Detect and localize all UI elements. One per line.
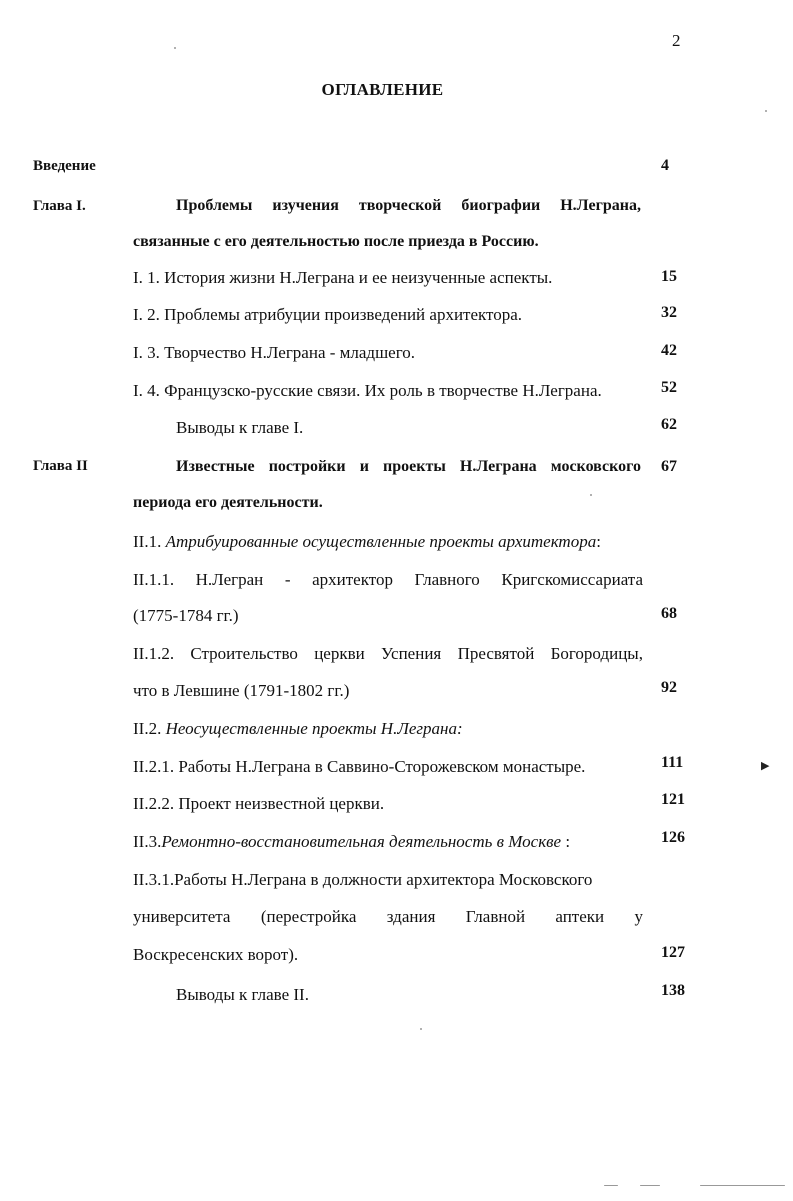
chapter2-title-word: Известные xyxy=(176,458,255,475)
chapter1-conclusion-page: 62 xyxy=(661,416,677,433)
toc-entry-2-1-2-line1 xyxy=(133,645,643,662)
toc-entry-2-3-prefix: II.3. xyxy=(133,832,162,851)
chapter2-title-word: проекты xyxy=(383,458,446,475)
chapter1-title-line1 xyxy=(176,198,641,214)
chapter2-conclusion: Выводы к главе II. xyxy=(176,985,309,1004)
toc-page-1-1: 15 xyxy=(661,268,677,285)
toc-entry-2-3 xyxy=(133,833,570,850)
chapter2-title-word: и xyxy=(359,458,369,475)
chapter1-title-word: биографии xyxy=(461,197,541,214)
chapter2-title-line2: периода его деятельности. xyxy=(133,494,323,511)
toc-page-2-3-1: 127 xyxy=(661,944,685,961)
toc-word: Богородицы, xyxy=(550,644,643,663)
page-number: 2 xyxy=(672,31,681,50)
toc-page-2-1-2: 92 xyxy=(661,679,677,696)
toc-entry-2-2-title: Неосуществленные проекты Н.Леграна: xyxy=(165,719,463,738)
toc-page-2-2-1: 111 xyxy=(661,754,684,771)
toc-entry-2-3-1-line3: Воскресенских ворот). xyxy=(133,945,299,964)
page-title: ОГЛАВЛЕНИЕ xyxy=(321,80,444,99)
chapter2-title-word: московского xyxy=(550,458,641,475)
chapter2-title-line1 xyxy=(176,459,641,475)
toc-entry-2-3-suffix: : xyxy=(561,832,571,851)
toc-entry-1-1: I. 1. История жизни Н.Леграна и ее неизученные аспекты. xyxy=(133,268,553,287)
chapter1-title-word: Проблемы xyxy=(176,197,253,214)
intro-page: 4 xyxy=(661,157,669,174)
toc-page-1-4: 52 xyxy=(661,379,677,396)
chapter1-title-word: Н.Леграна, xyxy=(560,197,641,214)
chapter2-label: Глава II xyxy=(33,458,88,474)
toc-entry-2-3-1-line2 xyxy=(133,908,643,925)
chapter2-conclusion-page: 138 xyxy=(661,982,685,999)
toc-word: университета xyxy=(133,907,231,926)
scan-speck xyxy=(604,1185,618,1186)
toc-word: здания xyxy=(386,907,436,926)
toc-page-2-1-1: 68 xyxy=(661,605,677,622)
chapter2-title-word: постройки xyxy=(268,458,346,475)
toc-word: у xyxy=(634,907,643,926)
toc-page-1-3: 42 xyxy=(661,342,677,359)
toc-page-2-3: 126 xyxy=(661,829,685,846)
toc-word: Строительство xyxy=(190,644,298,663)
toc-entry-2-2-prefix: II.2. xyxy=(133,719,166,738)
scan-speck xyxy=(174,47,176,49)
chapter1-title-word: изучения xyxy=(272,197,339,214)
toc-word: - xyxy=(284,570,291,589)
toc-word: Главной xyxy=(465,907,526,926)
toc-word: II.1.1. xyxy=(133,570,175,589)
toc-entry-2-1-1-line1 xyxy=(133,571,643,588)
toc-page-2-2-2: 121 xyxy=(661,791,685,808)
toc-page-1-2: 32 xyxy=(661,304,677,321)
toc-entry-2-1-title: Атрибуированные осуществленные проекты архитектора xyxy=(165,532,597,551)
chapter1-title-line2: связанные с его деятельностью после приезда в Россию. xyxy=(133,233,539,250)
toc-word: Успения xyxy=(381,644,442,663)
toc-word: Н.Легран xyxy=(195,570,264,589)
toc-word: Главного xyxy=(414,570,480,589)
toc-word: архитектор xyxy=(312,570,393,589)
toc-entry-2-2 xyxy=(133,720,463,737)
toc-entry-2-1-prefix: II.1. xyxy=(133,532,166,551)
toc-word: аптеки xyxy=(555,907,605,926)
scan-speck xyxy=(420,1028,422,1030)
toc-word: Пресвятой xyxy=(457,644,535,663)
toc-entry-2-1-1-line2: (1775-1784 гг.) xyxy=(133,606,239,625)
toc-word: (перестройка xyxy=(260,907,357,926)
intro-label: Введение xyxy=(33,158,96,174)
scan-speck xyxy=(640,1185,660,1186)
toc-word: Кригскомиссариата xyxy=(501,570,643,589)
toc-word: церкви xyxy=(314,644,365,663)
toc-entry-2-3-title: Ремонтно-восстановительная деятельность в Москве xyxy=(161,832,562,851)
chapter2-title-page: 67 xyxy=(661,458,677,475)
scan-speck xyxy=(765,110,767,112)
toc-entry-2-1-suffix: : xyxy=(596,532,601,551)
toc-entry-2-1-2-line2: что в Левшине (1791-1802 гг.) xyxy=(133,681,350,700)
chapter1-title-word: творческой xyxy=(358,197,442,214)
toc-entry-2-3-1-line1: II.3.1.Работы Н.Леграна в должности архитектора Московского xyxy=(133,870,593,889)
toc-entry-2-2-2: II.2.2. Проект неизвестной церкви. xyxy=(133,794,385,813)
scan-speck xyxy=(700,1185,785,1186)
toc-entry-1-4: I. 4. Французско-русские связи. Их роль в творчестве Н.Леграна. xyxy=(133,381,602,400)
toc-word: II.1.2. xyxy=(133,644,175,663)
toc-entry-1-3: I. 3. Творчество Н.Леграна - младшего. xyxy=(133,343,416,362)
toc-entry-1-2: I. 2. Проблемы атрибуции произведений архитектора. xyxy=(133,305,523,324)
chapter2-title-word: Н.Леграна xyxy=(459,458,537,475)
chapter1-conclusion: Выводы к главе I. xyxy=(176,418,304,437)
chapter1-label: Глава I. xyxy=(33,198,86,214)
toc-entry-2-1 xyxy=(133,533,601,550)
toc-entry-2-2-1: II.2.1. Работы Н.Леграна в Саввино-Сторожевском монастыре. xyxy=(133,757,586,776)
margin-arrow-icon: ▶ xyxy=(761,760,770,772)
scan-speck xyxy=(590,494,592,496)
